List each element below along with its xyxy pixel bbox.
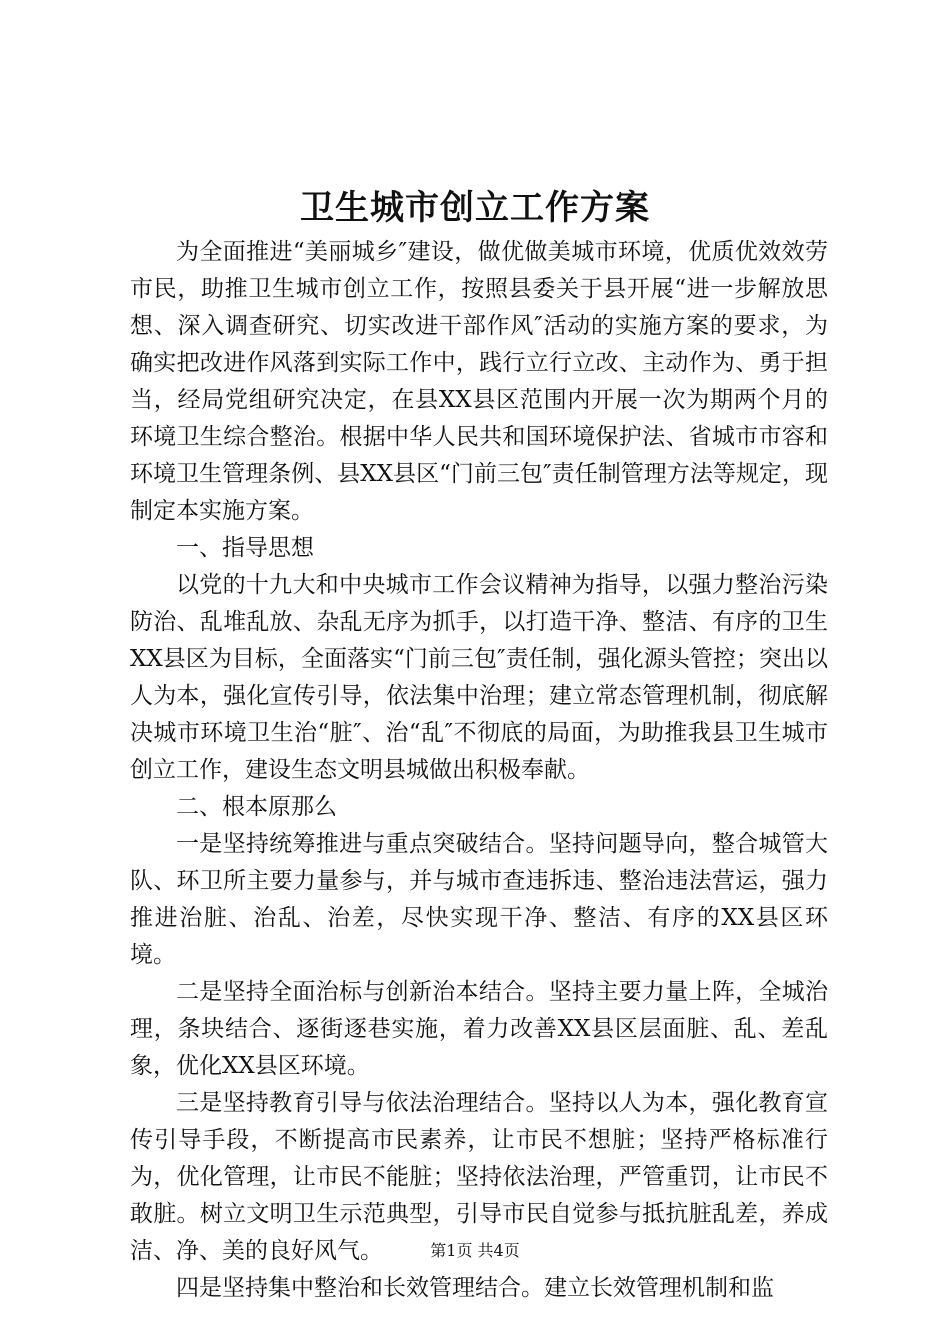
paragraph-principle-2: 二是坚持全面治标与创新治本结合。坚持主要力量上阵，全城治理，条块结合、逐街逐巷实施，着力改善XX县区层面脏、乱、差乱象，优化XX县区环境。 [130,979,828,1079]
section-heading-basic-principles: 二、根本原那么 [176,794,337,820]
page-footer: 第1页 共4页 [430,1241,520,1260]
paragraph-principle-4: 四是坚持集中整治和长效管理结合。建立长效管理机制和监 [176,1275,774,1301]
paragraph-intro: 为全面推进“美丽城乡″建设，做优做美城市环境，优质优效效劳市民，助推卫生城市创立工作，按照县委关于县开展“进一步解放思想、深入调查研究、切实改进干部作风″活动的实施方案的要求，为确实把改进作风落到实际工作中，践行立行立改、主动作为、勇于担当，经局党组研究决定，在县XX县区范围内开展一次为期两个月的环境卫生综合整治。根据中华人民共和国环境保护法、省城市市容和环境卫生管理条例、县XX县区“门前三包″责任制管理方法等规定，现制定本实施方案。 [130,239,828,524]
paragraph-principle-3: 三是坚持教育引导与依法治理结合。坚持以人为本，强化教育宣传引导手段，不断提高市民素养，让市民不想脏；坚持严格标准行为，优化管理，让市民不能脏；坚持依法治理，严管重罚，让市民不敢脏。树立文明卫生示范典型，引导市民自觉参与抵抗脏乱差，养成洁、净、美的良好风气。 [130,1090,828,1264]
document-title: 卫生城市创立工作方案 [300,188,650,228]
section-heading-guiding-thought: 一、指导思想 [176,535,314,561]
paragraph-principle-1: 一是坚持统筹推进与重点突破结合。坚持问题导向，整合城管大队、环卫所主要力量参与，并与城市查违拆违、整治违法营运，强力推进治脏、治乱、治差，尽快实现干净、整洁、有序的XX县区环境。 [130,831,828,968]
paragraph-guiding-thought: 以党的十九大和中央城市工作会议精神为指导，以强力整治污染防治、乱堆乱放、杂乱无序为抓手，以打造干净、整洁、有序的卫生XX县区为目标，全面落实“门前三包″责任制，强化源头管控；突出以人为本，强化宣传引导，依法集中治理；建立常态管理机制，彻底解决城市环境卫生治“脏″、治“乱″不彻底的局面，为助推我县卫生城市创立工作，建设生态文明县城做出积极奉献。 [130,572,828,783]
document-body [130,234,828,1307]
